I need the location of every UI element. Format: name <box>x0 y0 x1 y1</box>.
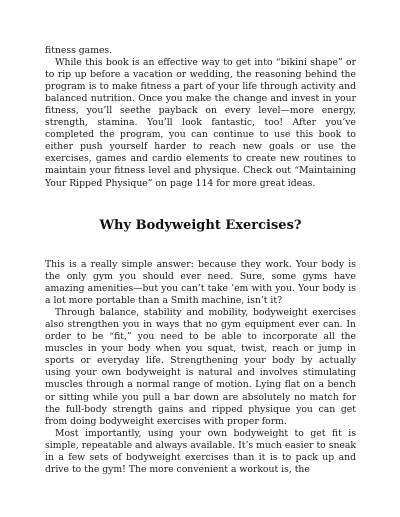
paragraph-balance-stability: Through balance, stability and mobility, bodyweight exercises also strengthen you in ways that no gym equipment ever can. In order to be “fit,” you need to be able to incorporate all the muscles in your body when you squat, twist, reach or jump in sports or everyday life. Strengthening your body by actually using your own bodyweight is natural and involves stimulating muscles through a normal range of motion. Lying flat on a bench or sitting while you pull a bar down are absolutely no match for the full-body strength gains and ripped physique you can get from doing bodyweight exercises with proper form. <box>45 307 356 427</box>
paragraph-most-importantly: Most importantly, using your own bodyweight to get fit is simple, repeatable and always available. It’s much easier to sneak in a few sets of bodyweight exercises than it is to pack up and drive to the gym! The more convenient a workout is, the <box>45 427 356 475</box>
paragraph-continuation: fitness games. <box>45 45 113 56</box>
paragraph-program-purpose: While this book is an effective way to get into “bikini shape” or to rip up before a vacation or wedding, the reasoning behind the program is to make fitness a part of your life through activity and balanced nutrition. Once you make the change and invest in your fitness, you’ll seethe payback on every level—more energy, strength, stamina. You’ll look fantastic, too! After you’ve completed the program, you can continue to use this book to either push yourself harder to reach new goals or use the exercises, games and cardio elements to create new routines to maintain your fitness level and physique. Check out “Maintaining Your Ripped Physique” on page 114 for more great ideas. <box>45 57 356 189</box>
section-text-block <box>45 259 356 476</box>
section-heading: Why Bodyweight Exercises? <box>99 218 302 233</box>
intro-text-block <box>45 45 356 190</box>
paragraph-simple-answer: This is a really simple answer: because they work. Your body is the only gym you should ever need. Sure, some gyms have amazing amenities—but you can’t take ’em with you. Your body is a lot more portable than a Smith machine, isn’t it? <box>45 259 356 307</box>
